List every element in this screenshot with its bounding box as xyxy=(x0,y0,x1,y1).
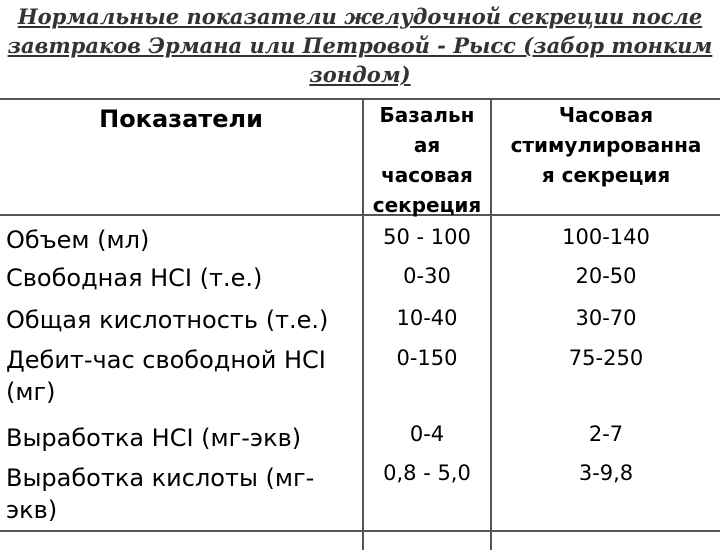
header-stimulated-line: Часовая xyxy=(558,103,654,127)
row-free-hcl-stimulated: 20-50 xyxy=(575,264,637,288)
header-stimulated-line: стимулированна xyxy=(510,133,702,157)
row-total-acidity-stimulated: 30-70 xyxy=(575,306,637,330)
row-volume-stimulated: 100-140 xyxy=(562,225,650,249)
header-basal xyxy=(364,100,490,220)
row-acid-output-basal: 0,8 - 5,0 xyxy=(383,461,471,485)
row-debit-hour-stimulated: 75-250 xyxy=(568,346,644,370)
param-text: Общая кислотность (т.е.) xyxy=(6,306,329,334)
param-text: Свободная НСI (т.е.) xyxy=(6,264,263,292)
secretion-table xyxy=(0,98,720,550)
slide-title xyxy=(0,2,720,89)
bottom-row-divider xyxy=(0,530,720,532)
row-hcl-output-param xyxy=(6,422,360,454)
param-text: Выработка НСI (мг-экв) xyxy=(6,424,302,452)
param-text: (мг) xyxy=(6,378,56,406)
row-hcl-output-stimulated: 2-7 xyxy=(588,422,624,446)
row-debit-hour-basal: 0-150 xyxy=(396,346,458,370)
param-text: Объем (мл) xyxy=(6,226,150,254)
row-total-acidity-basal: 10-40 xyxy=(396,306,458,330)
row-acid-output-stimulated: 3-9,8 xyxy=(578,461,634,485)
row-volume-basal: 50 - 100 xyxy=(383,225,471,249)
title-line-1: Нормальные показатели желудочной секреции после xyxy=(17,4,703,29)
header-basal-line: часовая xyxy=(381,163,473,187)
row-hcl-output-basal: 0-4 xyxy=(409,422,445,446)
header-basal-line: Базальн xyxy=(379,103,475,127)
title-line-3: зондом) xyxy=(309,62,411,87)
row-total-acidity-param xyxy=(6,304,360,336)
row-free-hcl-basal: 0-30 xyxy=(403,264,451,288)
row-free-hcl-param xyxy=(6,262,360,294)
param-text: экв) xyxy=(6,496,58,524)
header-stimulated-line: я секреция xyxy=(541,163,671,187)
param-text: Дебит-час свободной НСI xyxy=(6,346,326,374)
param-text: Выработка кислоты (мг- xyxy=(6,464,315,492)
header-stimulated xyxy=(492,100,720,190)
title-line-2: завтраков Эрмана или Петровой - Рысс (забор тонким xyxy=(7,33,713,58)
header-basal-line: ая xyxy=(413,133,441,157)
row-acid-output-param xyxy=(6,462,360,526)
header-basal-line: секреция xyxy=(372,193,482,217)
header-divider xyxy=(0,214,720,216)
row-debit-hour-param xyxy=(6,344,360,408)
row-volume-param xyxy=(6,224,360,256)
header-parameters: Показатели xyxy=(99,105,263,133)
